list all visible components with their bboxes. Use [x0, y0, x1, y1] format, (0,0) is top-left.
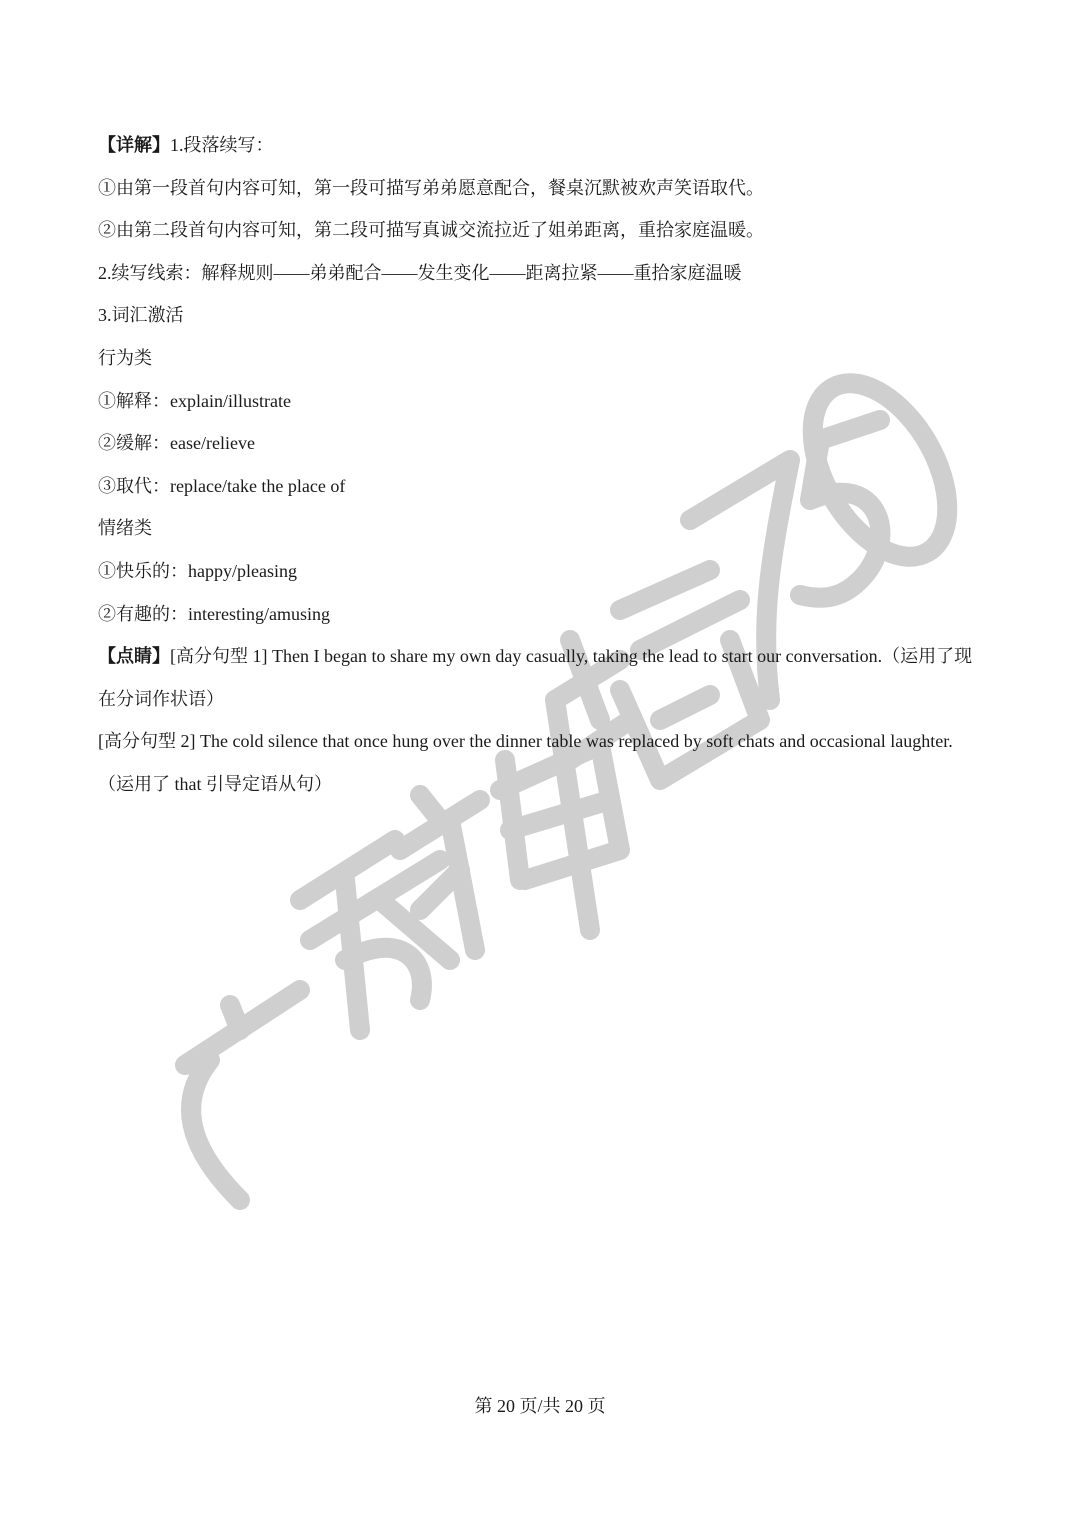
detail-heading-line [98, 124, 988, 167]
vocab-item-interesting: ②有趣的：interesting/amusing [98, 603, 330, 624]
paragraph-two-hint: ②由第二段首句内容可知，第二段可描写真诚交流拉近了姐弟距离，重拾家庭温暖。 [98, 220, 764, 241]
vocab-item-ease: ②缓解：ease/relieve [98, 433, 255, 454]
page-number: 第 20 页/共 20 页 [474, 1396, 606, 1416]
highlight-sentence-one-text: [高分句型 1] Then I began to share my own day casually, taking the lead to start our conversation.（运用了现在分词作状语） [98, 646, 973, 709]
vocab-item-happy: ①快乐的：happy/pleasing [98, 560, 297, 581]
behavior-category: 行为类 [98, 347, 152, 368]
emotion-category: 情绪类 [98, 518, 152, 539]
highlight-sentence-one [98, 635, 988, 720]
highlight-sentence-two: [高分句型 2] The cold silence that once hung over the dinner table was replaced by soft chats and occasional laughter.（运用了 that 引导定语从句） [98, 731, 953, 794]
vocab-item-replace: ③取代：replace/take the place of [98, 475, 346, 496]
highlight-label: 【点睛】 [98, 646, 170, 667]
vocabulary-heading: 3.词汇激活 [98, 305, 184, 326]
watermark-char-guang [185, 990, 300, 1200]
detail-heading-text: 1.段落续写： [170, 135, 274, 155]
watermark-char-kao [300, 840, 450, 1030]
answer-explanation [98, 124, 988, 806]
paragraph-one-hint: ①由第一段首句内容可知，第一段可描写弟弟愿意配合，餐桌沉默被欢声笑语取代。 [98, 177, 764, 198]
detail-label: 【详解】 [98, 135, 170, 155]
writing-clue: 2.续写线索：解释规则——弟弟配合——发生变化——距离拉紧——重拾家庭温暖 [98, 262, 742, 283]
vocab-item-explain: ①解释：explain/illustrate [98, 390, 291, 411]
